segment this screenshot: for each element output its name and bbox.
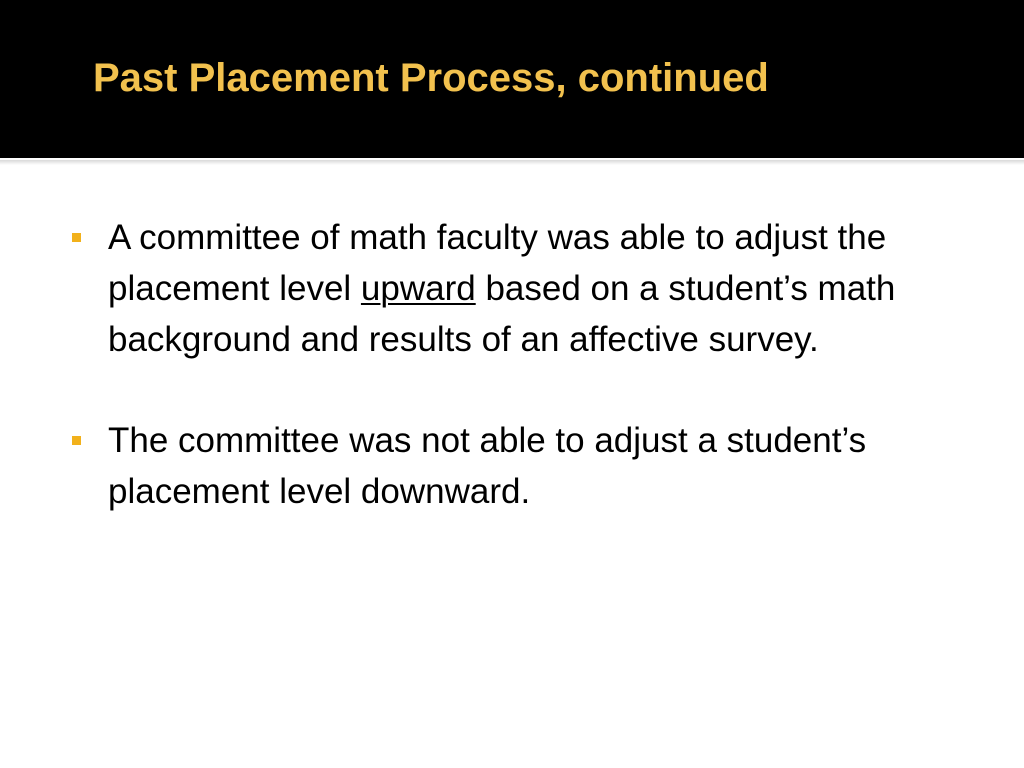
emphasis-upward: upward: [360, 269, 476, 308]
bullet-text: The committee was not able to adjust a student’s placement level downward.: [108, 421, 867, 511]
title-divider: [0, 160, 1024, 165]
bullet-text-lead: A committee of math faculty was able to adjust the placement level: [108, 218, 887, 308]
square-bullet-icon: [72, 233, 81, 242]
slide-title: Past Placement Process, continued: [93, 56, 769, 100]
bullet-text-tail: based on a student’s math background and results of an affective survey.: [108, 269, 896, 359]
bullet-item-upward-adjustment: [72, 212, 952, 365]
square-bullet-icon: [72, 436, 81, 445]
title-bar: [0, 0, 1024, 158]
bullet-item-downward-adjustment: [72, 415, 952, 517]
bullet-list: [72, 212, 952, 567]
